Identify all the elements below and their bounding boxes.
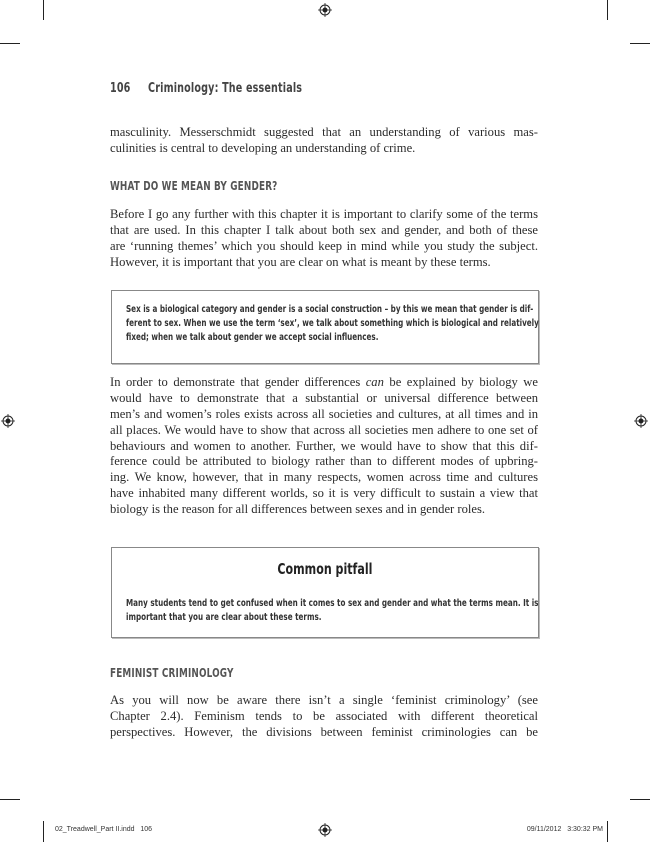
emphasis: can <box>365 375 384 389</box>
text-line: Many students tend to get confused when it comes to sex and gender and what the terms mean. It is <box>126 598 539 609</box>
text-line: important that you are clear about these terms. <box>126 612 322 623</box>
paragraph <box>110 693 538 741</box>
pitfall-title-wrap <box>112 560 538 578</box>
text-line: that are used. In this chapter I talk about both sex and gender, and both of these <box>110 222 538 237</box>
text-line: Chapter 2.4). Feminism tends to be associated with different theoretical <box>110 708 538 723</box>
pitfall-title: Common pitfall <box>277 560 373 578</box>
text-line: ferent to sex. When we use the term ‘sex’, we talk about something which is biological and relatively <box>126 318 539 329</box>
section-heading: FEMINIST CRIMINOLOGY <box>110 666 234 680</box>
text-line: perspectives. However, the divisions between feminist criminologies can be <box>110 724 538 739</box>
text-line: ing. We know, however, that in many respects, women across time and cultures <box>110 470 538 485</box>
text-line <box>110 375 538 391</box>
crop-mark <box>43 821 44 842</box>
text-line: behaviours and women to another. Further, we would have to show that this dif- <box>110 438 538 453</box>
text-line: Before I go any further with this chapter it is important to clarify some of the terms <box>110 207 538 221</box>
crop-mark <box>0 43 20 44</box>
registration-mark-icon <box>1 414 15 428</box>
text-line: have inhabited many different worlds, so it is very difficult to sustain a view that <box>110 486 538 501</box>
slug-filename: 02_Treadwell_Part II.indd 106 <box>55 826 153 833</box>
text-line: fixed; when we talk about gender we accept social influences. <box>126 332 379 343</box>
text-line: culinities is central to developing an understanding of crime. <box>110 140 416 155</box>
box-text <box>126 597 539 625</box>
crop-mark <box>607 821 608 842</box>
text-line: all places. We would have to show that across all societies men adhere to one set of <box>110 422 538 437</box>
text-run: be explained by biology we <box>383 375 538 389</box>
text-line: masculinity. Messerschmidt suggested that an understanding of various mas- <box>110 125 538 139</box>
paragraph <box>110 207 538 271</box>
text-line: As you will now be aware there isn’t a single ‘feminist criminology’ (see <box>110 693 538 707</box>
page-number: 106 <box>110 81 131 96</box>
crop-mark <box>607 0 608 20</box>
running-header <box>110 81 302 96</box>
crop-mark <box>630 799 650 800</box>
running-title: Criminology: The essentials <box>148 81 303 96</box>
text-run: In order to demonstrate that gender differences <box>110 375 366 389</box>
definition-box <box>111 290 539 364</box>
text-line: Sex is a biological category and gender is a social construction – by this we mean that gender is dif- <box>126 304 534 315</box>
text-line: biology is the reason for all differences between sexes and in gender roles. <box>110 502 486 517</box>
registration-mark-icon <box>318 823 332 837</box>
section-heading: WHAT DO WE MEAN BY GENDER? <box>110 179 278 193</box>
registration-mark-icon <box>318 3 332 17</box>
text-line: are ‘running themes’ which you should keep in mind while you study the subject. <box>110 238 538 253</box>
slug-datetime: 09/11/2012 3:30:32 PM <box>526 826 603 833</box>
crop-mark <box>43 0 44 20</box>
text-line: ference could be attributed to biology rather than to different modes of upbring- <box>110 454 538 469</box>
paragraph <box>110 125 538 157</box>
text-line: However, it is important that you are clear on what is meant by these terms. <box>110 254 491 269</box>
crop-mark <box>630 43 650 44</box>
pitfall-box <box>111 547 539 638</box>
registration-mark-icon <box>634 414 648 428</box>
text-line: men’s and women’s roles exists across all societies and cultures, at all times and in <box>110 406 538 421</box>
text-line: would have to demonstrate that a substantial or universal difference between <box>110 390 538 405</box>
box-text <box>126 303 539 345</box>
paragraph <box>110 375 538 518</box>
crop-mark <box>0 799 20 800</box>
